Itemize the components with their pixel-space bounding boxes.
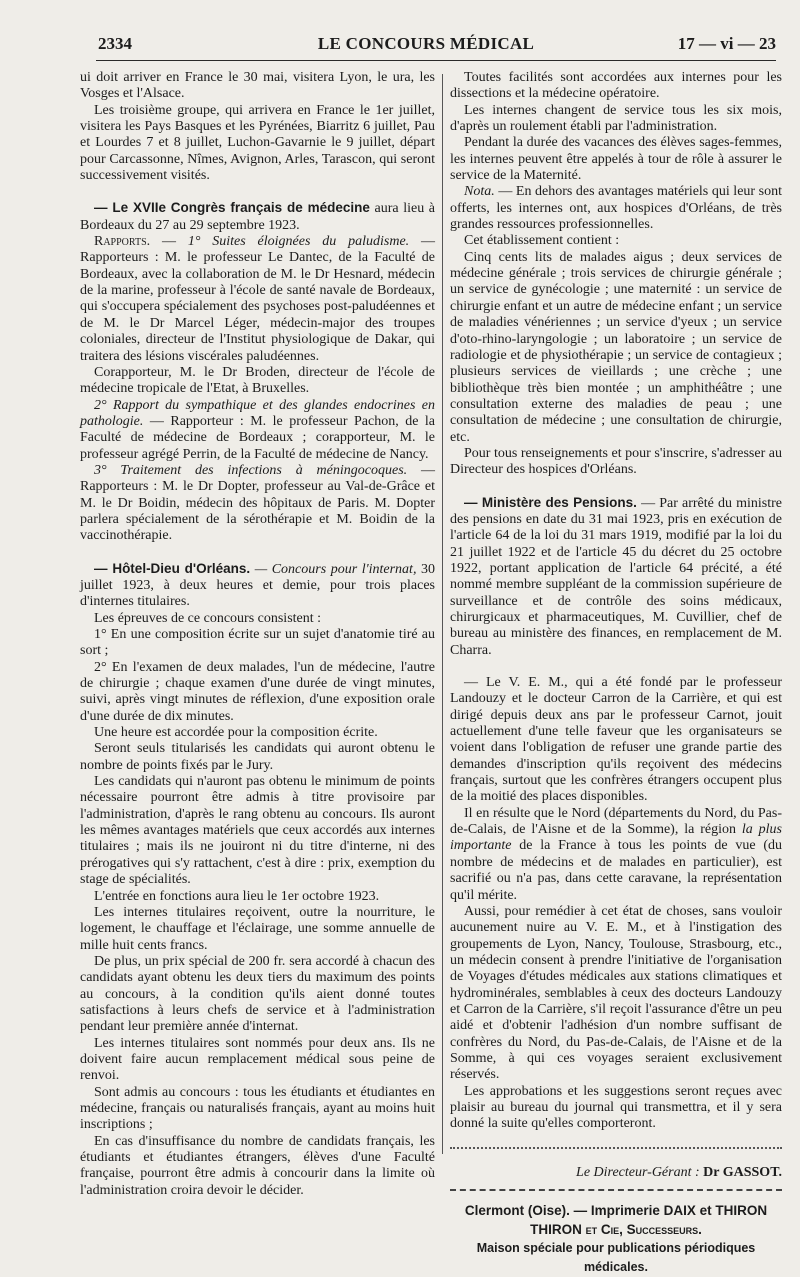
issue-date: 17 — vi — 23 [677, 34, 776, 53]
paragraph: Nota. — En dehors des avantages matériels qui leur sont offerts, les internes ont, aux hospices d'Orléans, de très grandes ressources professionnelles. [450, 184, 782, 233]
paragraph: — Le V. E. M., qui a été fondé par le professeur Landouzy et le docteur Carron de la Carrière, et qui est dirigé depuis deux ans par le professeur Carnot, jouit actuellement d'une telle faveur que les organisateurs se voient dans l'obligation de refuser une grande partie des demandes d'inscription qu'ils reçoivent des médecins français, surtout que les confrères étrangers occupent plus de la moitié des places disponibles. [450, 675, 782, 805]
paragraph: 2° Rapport du sympathique et des glandes endocrines en pathologie. — Rapporteur : M. le professeur Pachon, de la Faculté de médecine de Bordeaux ; corapporteur, M. le professeur agrégé Perrin, de la Faculté de médecine de Nancy. [80, 397, 435, 462]
hotel-dieu-paragraph: — Hôtel-Dieu d'Orléans. — Concours pour l'internat, 30 juillet 1923, à deux heures et demie, pour trois places d'internes titulaires. [80, 560, 436, 610]
paragraph: Les internes changent de service tous les six mois, d'après un roulement établi par l'administration. [450, 102, 782, 135]
paragraph: Aussi, pour remédier à cet état de choses, sans vouloir aucunement nuire au V. E. M., et à l'instigation des groupements de Lyon, Nancy, Toulouse, Strasbourg, etc., un médecin consent à prendre l'initiative de l'organisation de Voyages d'études médicales aux stations climatiques et hydrominérales, semblables à ceux des docteurs Landouzy et Carron de la Carrière, s'il reçoit l'assurance d'être un peu aidé et d'obtenir l'adhésion d'un nombre suffisant de confrères du Nord, du Pas-de-Calais, de l'Aisne et de la Somme, à qui ces voyages seraient exclusivement réservés. [450, 903, 782, 1083]
section-heading: — Ministère des Pensions. [464, 494, 637, 510]
signature: Le Directeur-Gérant : Dr GASSOT. [576, 1164, 782, 1180]
paragraph: Les candidats qui n'auront pas obtenu le minimum de points nécessaire pourront être admis à titre provisoire par l'administration, d'après le rang obtenu au concours. Ils auront les mêmes avantages matériels que ceux accordés aux internes titulaires ; mais ils ne jouiront ni du titre d'interne, ni des prérogatives qui s'y rattachent, c'est à dire : prix, exemption du stage de spécialités. [80, 774, 435, 888]
paragraph: Les internes titulaires sont nommés pour deux ans. Ils ne doivent faire aucun remplacement médical sous peine de renvoi. [80, 1035, 435, 1084]
paragraph: Les épreuves de ce concours consistent : [94, 610, 322, 626]
congres-paragraph: — Le XVIIe Congrès français de médecine aura lieu à Bordeaux du 27 au 29 septembre 1923. [80, 200, 435, 233]
page-header [76, 34, 776, 60]
paragraph: Rapports. — 1° Suites éloignées du paludisme. — Rapporteurs : M. le professeur Le Dantec, de la Faculté de Bordeaux, avec la collaboration de M. le Dr Hesnard, médecin de la marine, professeur à l'école de santé navale de Bordeaux, qui s'occupera spécialement des psychoses post-paludéennes et de M. le Dr Marcel Léger, médecin-major des troupes coloniales, directeur de l'Institut physiologique de Dakar, qui traitera des lésions viscérales paludéennes. [80, 234, 436, 364]
section-heading: — Hôtel-Dieu d'Orléans. [94, 560, 251, 576]
paragraph: 3° Traitement des infections à méningocoques. — Rapporteurs : M. le Dr Dopter, professeur au Val-de-Grâce et M. le Dr Boidin, médecin des hôpitaux de Paris. M. Dopter parlera spécialement de la sérothérapie et M. Boidin de la vaccinothérapie. [80, 462, 435, 544]
paragraph: Il en résulte que le Nord (départements du Nord, du Pas-de-Calais, de l'Aisne et de la Somme), la région la plus importante de la France à tous les points de vue (du nombre de médecins et de malades en particulier), est sacrifié ou n'a pas, dans cette caravane, la représentation qu'il mérite. [450, 805, 783, 903]
paragraph: 2° En l'examen de deux malades, l'un de médecine, l'autre de chirurgie ; chaque examen d'une durée de vingt minutes, suivi, après vingt minutes de réflexion, d'une exposition orale d'une durée de dix minutes. [80, 659, 435, 724]
page-number: 2334 [98, 34, 132, 53]
header-rule [96, 60, 776, 61]
paragraph: Corapporteur, M. le Dr Broden, directeur de l'école de médecine tropicale de l'Etat, à Bruxelles. [80, 364, 435, 397]
paragraph: De plus, un prix spécial de 200 fr. sera accordé à chacun des candidats ayant obtenu les deux tiers du maximum des points au concours, à la condition qu'ils aient donné toutes satisfactions à leurs chefs de service et à l'administration pendant leur première année d'internat. [80, 953, 435, 1035]
column-divider [442, 74, 443, 1154]
pensions-paragraph: — Ministère des Pensions. — Par arrêté du ministre des pensions en date du 31 mai 1923, pris en exécution de l'article 64 de la loi du 31 mars 1919, modifié par la loi du 21 juillet 1922 et de l'article 45 du décret du 25 octobre 1922, portant application de l'article 64 précité, a été nommé membre suppléant de la commission supérieure de surveillance et de contrôle des soins médicaux, chirurgicaux et pharmaceutiques, M. Cuvillier, chef de bureau au ministère des finances, en remplacement de M. Charra. [450, 494, 782, 658]
paragraph: Toutes facilités sont accordées aux internes pour les dissections et la médecine opératoire. [450, 70, 782, 102]
paragraph: Sont admis au concours : tous les étudiants et étudiantes en médecine, français ou naturalisés français, ayant au moins huit inscriptions ; [80, 1084, 435, 1133]
paragraph: Une heure est accordée pour la composition écrite. [94, 725, 378, 741]
paragraph: Les troisième groupe, qui arrivera en France le 1er juillet, visitera les Pays Basques et les Pyrénées, Biarritz 6 juillet, Pau et Lourdes 7 et 8 juillet, Luchon-Gavarnie le 9 juillet, départ pour Carcassonne, Nîmes, Avignon, Arles, Tarascon, qui seront successivement visités. [80, 102, 435, 184]
right-column [450, 70, 782, 1277]
section-heading: — Le XVIIe Congrès français de médecine [94, 200, 370, 216]
paragraph: Les approbations et les suggestions seront reçues avec plaisir au bureau du journal qui transmettra, et il y sera donné la suite qu'elles comporteront. [450, 1083, 782, 1132]
imprint: Clermont (Oise). — Imprimerie DAIX et THIRON THIRON et Cie, Successeurs. Maison spéciale pour publications périodiques médicales. [464, 1203, 768, 1274]
paragraph: L'entrée en fonctions aura lieu le 1er octobre 1923. [94, 888, 380, 904]
journal-title: LE CONCOURS MÉDICAL [317, 34, 535, 53]
paragraph: Cet établissement contient : [464, 233, 620, 249]
paragraph: 1° En une composition écrite sur un sujet d'anatomie tiré au sort ; [80, 627, 435, 659]
paragraph: Seront seuls titularisés les candidats qui auront obtenu le nombre de points fixés par le Jury. [80, 741, 435, 773]
paragraph: Cinq cents lits de malades aigus ; deux services de médecine générale ; trois services de chirurgie générale ; un service de gynécologie ; une maternité : un service de chirurgie enfant et un autre de médecine enfant ; un service de maladies vénériennes ; un service d'yeux ; un service d'oto-rhino-laryngologie ; un laboratoire ; un service de radiologie et de physiothérapie ; un service de contagieux ; plusieurs services de vieillards ; une crèche ; une bibliothèque très bien montée ; un amphithéâtre ; une consultation externe des maladies de peau ; une consultation de médecine ; une consultation de chirurgie, etc. [450, 249, 782, 445]
paragraph: Pendant la durée des vacances des élèves sages-femmes, les internes peuvent être appelés à tour de rôle à assurer le service de la Maternité. [450, 135, 782, 184]
paragraph: Pour tous renseignements et pour s'inscrire, s'adresser au Directeur des hospices d'Orléans. [450, 445, 782, 478]
paragraph: ui doit arriver en France le 30 mai, visitera Lyon, le ura, les Vosges et l'Alsace. [80, 70, 435, 102]
left-column [80, 70, 435, 1199]
decorative-rule [450, 1189, 782, 1191]
paragraph: En cas d'insuffisance du nombre de candidats français, les étudiants et étudiantes étrangers, élèves d'une Faculté française, pourront être admis à concourir dans la limite où l'administration croira devoir le décider. [80, 1133, 435, 1198]
paragraph: Les internes titulaires reçoivent, outre la nourriture, le logement, le chauffage et l'éclairage, une somme annuelle de mille huit cents francs. [80, 904, 435, 953]
decorative-rule [450, 1147, 782, 1157]
